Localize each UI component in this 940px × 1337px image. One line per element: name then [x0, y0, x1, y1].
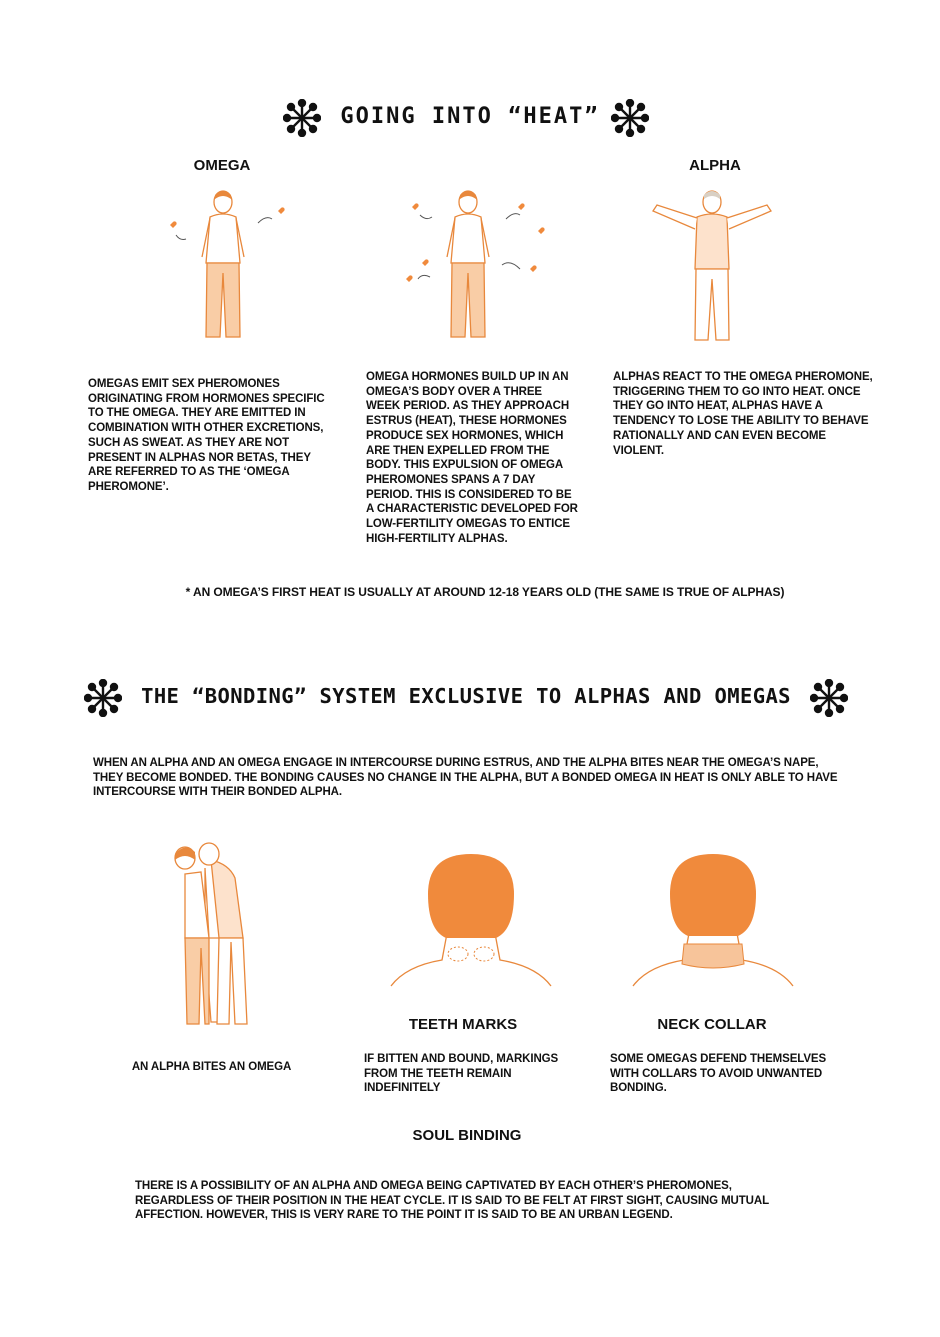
neck-collar-caption: SOME OMEGAS DEFEND THEMSELVES WITH COLLARS TO AVOID UNWANTED BONDING. — [610, 1053, 827, 1095]
alpha-description: ALPHAS REACT TO THE OMEGA PHEROMONE, TRIGGERING THEM TO GO INTO HEAT. ONCE THEY GO INTO HEAT, ALPHAS HAVE A TENDENCY TO LOSE THE ABILITY TO BEHAVE RATIONALLY AND CAN EVEN BECOME VIOLENT. — [613, 371, 873, 457]
heat-footnote: * AN OMEGA’S FIRST HEAT IS USUALLY AT AROUND 12-18 YEARS OLD (THE SAME IS TRUE OF ALPHAS) — [185, 585, 785, 599]
snowflake-icon — [810, 679, 848, 717]
soul-binding-text: THERE IS A POSSIBILITY OF AN ALPHA AND OMEGA BEING CAPTIVATED BY EACH OTHER’S PHEROMONES, REGARDLESS OF THEIR POSITION IN THE HEAT CYCLE. IT IS SAID TO BE FELT AT FIRST SIGHT, CAUSING MUTUAL AFFECTION. HOWEVER, THIS IS VERY RARE TO THE POINT IT IS SAID TO BE AN URBAN LEGEND. — [135, 1180, 769, 1222]
heat-section-title: GOING INTO “HEAT” — [340, 104, 600, 129]
snowflake-icon — [611, 99, 649, 137]
neck-collar-label: NECK COLLAR — [657, 1016, 767, 1033]
alpha-bites-omega-illustration — [165, 838, 265, 1038]
omega-in-heat-illustration — [398, 185, 548, 350]
omega-label: OMEGA — [193, 157, 251, 174]
bonding-intro: WHEN AN ALPHA AND AN OMEGA ENGAGE IN INTERCOURSE DURING ESTRUS, AND THE ALPHA BITES NEAR THE OMEGA’S NAPE, THEY BECOME BONDED. THE BONDING CAUSES NO CHANGE IN THE ALPHA, BUT A BONDED OMEGA IN HEAT IS ONLY ABLE TO HAVE INTERCOURSE WITH THEIR BONDED ALPHA. — [93, 757, 838, 799]
bite-caption: AN ALPHA BITES AN OMEGA — [131, 1061, 292, 1073]
omega-figure-illustration — [160, 185, 290, 350]
omega-heat-description: OMEGA HORMONES BUILD UP IN AN OMEGA’S BODY OVER A THREE WEEK PERIOD. AS THEY APPROACH ESTRUS (HEAT), THESE HORMONES PRODUCE SEX HORMONES, WHICH ARE THEN EXPELLED FROM THE BODY. THIS EXPULSION OF OMEGA PHEROMONES SPANS A 7 DAY PERIOD. THIS IS CONSIDERED TO BE A CHARACTERISTIC DEVELOPED FOR LOW-FERTILITY OMEGAS TO ENTICE HIGH-FERTILITY ALPHAS. — [366, 371, 578, 545]
neck-collar-illustration — [628, 848, 798, 988]
bonding-section-title: THE “BONDING” SYSTEM EXCLUSIVE TO ALPHAS AND OMEGAS — [141, 684, 791, 708]
snowflake-icon — [283, 99, 321, 137]
alpha-label: ALPHA — [689, 157, 741, 174]
teeth-marks-label: TEETH MARKS — [408, 1016, 518, 1033]
omega-description: OMEGAS EMIT SEX PHEROMONES ORIGINATING FROM HORMONES SPECIFIC TO THE OMEGA. THEY ARE EMITTED IN COMBINATION WITH OTHER EXCRETIONS, SUCH AS SWEAT. AS THEY ARE NOT PRESENT IN ALPHAS NOR BETAS, THEY ARE REFERRED TO AS THE ‘OMEGA PHEROMONE’. — [88, 378, 325, 493]
snowflake-icon — [84, 679, 122, 717]
alpha-figure-illustration — [645, 185, 785, 350]
teeth-marks-caption: IF BITTEN AND BOUND, MARKINGS FROM THE TEETH REMAIN INDEFINITELY — [364, 1053, 559, 1095]
teeth-marks-illustration — [386, 848, 556, 988]
soul-binding-label: SOUL BINDING — [412, 1127, 522, 1144]
